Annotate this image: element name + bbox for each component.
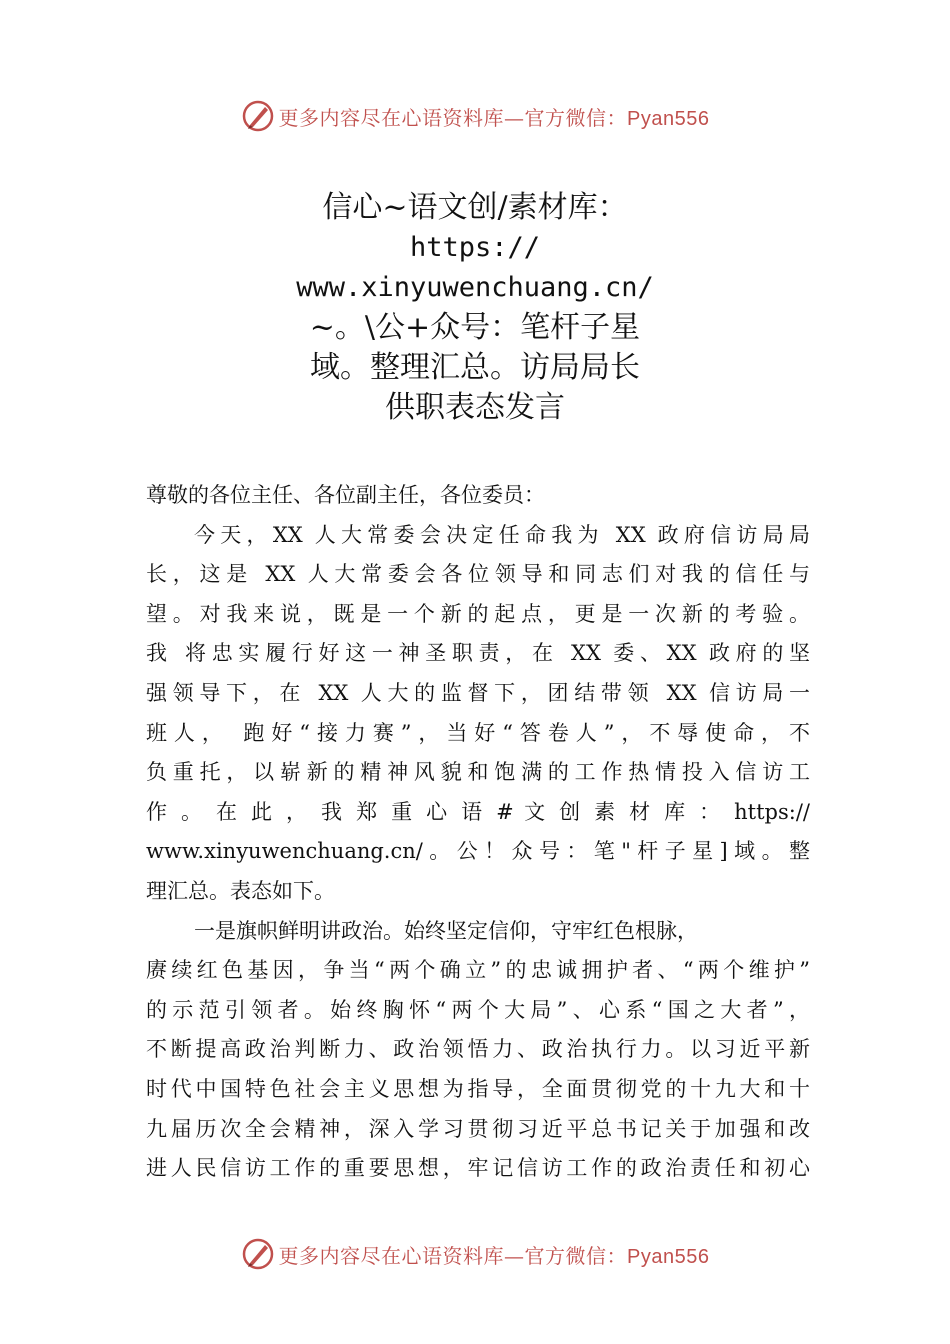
paragraph-line: 负重托，以崭新的精神风貌和饱满的工作热情投入信访工 bbox=[146, 760, 810, 785]
paragraph-line: 强领导下，在 XX 人大的监督下，团结带领 XX 信访局一 bbox=[146, 680, 810, 705]
quill-logo-icon bbox=[241, 99, 275, 133]
header-wechat-handle: Pyan556 bbox=[627, 107, 710, 130]
paragraph-line: 一是旗帜鲜明讲政治。始终坚定信仰，守牢红色根脉， bbox=[194, 918, 698, 943]
paragraph-line: 长，这是 XX 人大常委会各位领导和同志们对我的信任与 bbox=[146, 562, 810, 587]
paragraph-line: 的示范引领者。始终胸怀“两个大局”、心系“国之大者”， bbox=[146, 997, 810, 1022]
paragraph-politics bbox=[146, 912, 810, 1189]
title-line: 供职表态发言 bbox=[385, 390, 565, 425]
document-body bbox=[146, 476, 810, 1189]
paragraph-line: 今天，XX 人大常委会决定任命我为 XX 政府信访局局 bbox=[194, 522, 810, 547]
paragraph-line: www.xinyuwenchuang.cn/。公！众号：笔"杆子星]域。整 bbox=[146, 839, 810, 864]
footer-banner-text: 更多内容尽在心语资料库—官方微信：Pyan556 bbox=[278, 1243, 710, 1268]
title-line: ~。\公+众号：笔杆子星 bbox=[309, 310, 641, 345]
title-line: 域。整理汇总。访局局长 bbox=[310, 350, 640, 385]
header-banner-text: 更多内容尽在心语资料库—官方微信：Pyan556 bbox=[278, 105, 710, 130]
title-line: https:// bbox=[409, 232, 541, 263]
paragraph-line: 作 。 在 此 ， 我 郑 重 心 语 # 文 创 素 材 库 ： https:// bbox=[146, 799, 810, 824]
paragraph-line: 进人民信访工作的重要思想，牢记信访工作的政治责任和初心 bbox=[146, 1156, 810, 1181]
paragraph-line: 九届历次全会精神，深入学习贯彻习近平总书记关于加强和改 bbox=[146, 1116, 810, 1141]
salutation-line: 尊敬的各位主任、各位副主任，各位委员： bbox=[146, 483, 545, 507]
footer-banner bbox=[0, 1234, 950, 1274]
paragraph-line: 时代中国特色社会主义思想为指导，全面贯彻党的十九大和十 bbox=[146, 1076, 810, 1101]
paragraph-line: 不断提高政治判断力、政治领悟力、政治执行力。以习近平新 bbox=[146, 1037, 810, 1062]
document-title bbox=[160, 188, 790, 428]
salutation bbox=[146, 476, 810, 516]
paragraph-line: 理汇总。表态如下。 bbox=[146, 878, 335, 903]
quill-logo-icon bbox=[241, 1237, 275, 1271]
title-line: www.xinyuwenchuang.cn/ bbox=[296, 272, 654, 303]
paragraph-appointment bbox=[146, 516, 810, 912]
header-banner bbox=[0, 96, 950, 136]
paragraph-line: 赓续红色基因，争当“两个确立”的忠诚拥护者、“两个维护” bbox=[146, 958, 810, 983]
paragraph-line: 望。对我来说，既是一个新的起点，更是一次新的考验。 bbox=[146, 601, 810, 626]
footer-wechat-handle: Pyan556 bbox=[627, 1245, 710, 1268]
paragraph-line: 班人， 跑好“接力赛”，当好“答卷人”，不辱使命，不 bbox=[146, 720, 810, 745]
paragraph-line: 我 将忠实履行好这一神圣职责，在 XX 委、XX 政府的坚 bbox=[146, 641, 810, 666]
title-line: 信心~语文创/素材库： bbox=[322, 190, 628, 225]
